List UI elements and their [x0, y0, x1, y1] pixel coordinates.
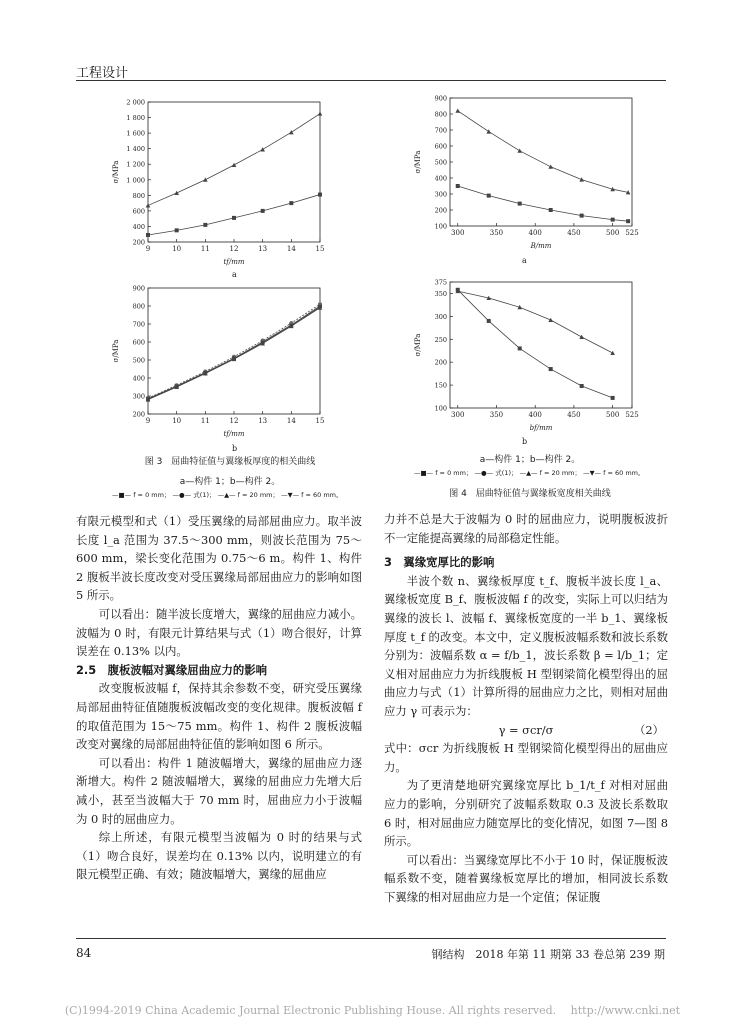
x-tick-label: 11	[200, 417, 210, 425]
series-line	[458, 111, 628, 193]
y-tick-label: 250	[434, 335, 447, 344]
y-axis-label: σ/MPa	[414, 333, 422, 357]
data-point	[175, 228, 179, 232]
equation-number: （2）	[633, 722, 664, 737]
x-tick-label: 450	[567, 411, 581, 419]
fig3b-chart	[110, 282, 330, 442]
y-tick-label: 350	[434, 289, 447, 298]
data-point	[580, 384, 584, 388]
x-tick-label: 350	[489, 229, 504, 237]
x-tick-label: 350	[489, 411, 504, 419]
paragraph: 可以看出：构件 1 随波幅增大，翼缘的屈曲应力逐渐增大。构件 2 随波幅增大，翼缘的屈曲应力先增大后减小，甚至当波幅大于 70 mm 时，屈曲应力小于波幅为 0 时的屈曲应力。	[76, 755, 362, 826]
x-axis-label: tf/mm	[223, 430, 245, 438]
paragraph: 可以看出：随半波长度增大，翼缘的屈曲应力减小。波幅为 0 时，有限元计算结果与式（1）吻合很好，计算误差在 0.13% 以内。	[76, 606, 362, 659]
y-tick-label: 600	[434, 142, 447, 151]
x-tick-label: 12	[229, 245, 239, 253]
plot-frame	[148, 102, 320, 242]
data-point	[626, 219, 630, 223]
series-line	[458, 291, 613, 353]
series-line	[458, 290, 613, 398]
y-tick-label: 500	[132, 356, 145, 365]
fig4-legend-item: —▲— f = 20 mm；	[519, 469, 581, 477]
y-tick-label: 700	[132, 320, 145, 329]
section-heading: 3 翼缘宽厚比的影响	[384, 555, 495, 570]
plot-frame	[450, 282, 632, 408]
y-axis-label: σ/MPa	[112, 160, 120, 184]
y-tick-label: 800	[132, 191, 145, 200]
y-tick-label: 200	[132, 238, 145, 247]
x-tick-label: 10	[172, 245, 182, 253]
left-column	[76, 512, 362, 884]
paragraph: 改变腹板波幅 f，保持其余参数不变，研究受压翼缘局部屈曲特征值随腹板波幅改变的变化规律。腹板波幅 f 的取值范围为 15～75 mm。构件 1、构件 2 腹板波幅改变对翼缘的局部屈曲特征值的影响如图 6 所示。	[76, 681, 362, 752]
fig3-legend	[112, 490, 343, 499]
y-tick-label: 100	[434, 222, 447, 231]
fig4-note: a—构件 1；b—构件 2。	[479, 455, 581, 465]
data-point	[487, 319, 491, 323]
section-heading: 2.5 腹板波幅对翼缘屈曲应力的影响	[76, 662, 268, 677]
x-tick-label: 300	[451, 229, 465, 237]
x-tick-label: 13	[258, 417, 268, 425]
fig4b-label: b	[522, 437, 528, 446]
fig3b-label: b	[232, 444, 238, 453]
data-point	[610, 351, 615, 355]
data-point	[146, 203, 151, 207]
data-point	[203, 223, 207, 227]
data-point	[289, 201, 293, 205]
data-point	[548, 318, 553, 322]
y-tick-label: 300	[434, 190, 447, 199]
data-point	[203, 177, 208, 181]
y-tick-label: 150	[434, 381, 447, 390]
paragraph: 综上所述，有限元模型当波幅为 0 时的结果与式（1）吻合良好，误差均在 0.13% 以内，说明建立的有限元模型正确、有效；随波幅增大，翼缘的屈曲应	[76, 830, 362, 882]
y-tick-label: 900	[132, 284, 145, 293]
x-tick-label: 9	[145, 417, 151, 425]
right-column	[384, 510, 668, 906]
x-tick-label: 14	[286, 245, 296, 253]
x-axis-label: B/mm	[530, 242, 552, 250]
footer-rule	[76, 938, 666, 939]
y-axis-label: σ/MPa	[112, 339, 120, 363]
series-line	[148, 114, 320, 206]
fig3-legend-item: —▼— f = 60 mm。	[281, 491, 343, 499]
data-point	[318, 193, 322, 197]
equation	[384, 721, 668, 740]
y-tick-label: 400	[132, 374, 145, 383]
y-tick-label: 300	[434, 312, 447, 321]
plot-frame	[148, 288, 320, 414]
x-tick-label: 525	[625, 229, 639, 237]
x-tick-label: 400	[528, 229, 542, 237]
data-point	[456, 288, 460, 292]
x-tick-label: 11	[200, 245, 210, 253]
journal-info: 钢结构 2018 年第 11 期第 33 卷总第 239 期	[431, 948, 665, 961]
data-point	[232, 216, 236, 220]
y-tick-label: 600	[132, 207, 145, 216]
fig4-legend-item: —●— 式(1)；	[474, 469, 518, 477]
data-point	[579, 177, 584, 181]
paragraph: 式中：σcr 为折线腹板 H 型钢梁简化模型得出的屈曲应力。	[384, 741, 668, 774]
data-point	[261, 209, 265, 213]
y-tick-label: 1 000	[126, 176, 145, 185]
y-tick-label: 2 000	[126, 98, 145, 107]
fig4-legend	[414, 468, 645, 477]
y-axis-label: σ/MPa	[414, 150, 422, 174]
copyright-watermark: (C)1994-2019 China Academic Journal Electronic Publishing House. All rights reserved. http://www.cnki.net	[64, 1004, 681, 1017]
y-tick-label: 200	[132, 410, 145, 419]
y-tick-label: 1 800	[126, 114, 145, 123]
y-tick-label: 200	[434, 358, 447, 367]
y-tick-label: 900	[434, 94, 447, 103]
data-point	[486, 129, 491, 133]
paragraph: 力并不总是大于波幅为 0 时的屈曲应力，说明腹板波折不一定能提高翼缘的局部稳定性能。	[384, 512, 668, 545]
data-point	[232, 163, 237, 167]
fig4-caption: 图 4 屈曲特征值与翼缘板宽度相关曲线	[449, 489, 611, 499]
x-tick-label: 450	[567, 229, 581, 237]
paragraph: 为了更清楚地研究翼缘宽厚比 b_1/t_f 对相对屈曲应力的影响，分别研究了波幅系数取 0.3 及波长系数取 6 时，相对屈曲应力随宽厚比的变化情况，如图 7—图 8 所示。	[384, 778, 668, 849]
data-point	[289, 130, 294, 134]
paragraph: 半波个数 n、翼缘板厚度 t_f、腹板半波长度 l_a、翼缘板宽度 B_f、腹板波幅 f 的改变，实际上可以归结为翼缘的波长 l、波幅 f、翼缘板宽度的一半 b_1、翼缘板厚度 t_f 的改变。本文中，定义腹板波幅系数和波长系数分别为：波幅系数 α = f/b_1，波长系数 β = l/b_1；定义相对屈曲应力为折线腹板 H 型钢梁简化模型得出的屈曲应力与式（1）计算所得的屈曲应力之比，则相对屈曲应力 γ 可表示为：	[384, 573, 668, 718]
fig3-legend-item: —■— f = 0 mm；	[112, 491, 171, 499]
x-axis-label: tf/mm	[223, 258, 245, 266]
header-rule	[76, 80, 666, 81]
y-tick-label: 400	[132, 222, 145, 231]
y-tick-label: 500	[434, 158, 447, 167]
y-tick-label: 800	[132, 302, 145, 311]
data-point	[611, 396, 615, 400]
series-line	[148, 304, 320, 398]
data-point	[456, 184, 460, 188]
x-axis-label: bf/mm	[529, 424, 553, 432]
fig4a-label: a	[522, 256, 527, 265]
data-point	[549, 208, 553, 212]
y-tick-label: 400	[434, 174, 447, 183]
x-tick-label: 14	[286, 417, 296, 425]
data-point	[455, 109, 460, 113]
fig3-legend-item: —●— 式(1)；	[172, 491, 216, 499]
data-point	[518, 202, 522, 206]
y-tick-label: 700	[434, 126, 447, 135]
y-tick-label: 600	[132, 338, 145, 347]
fig4-legend-item: —▼— f = 60 mm。	[583, 469, 645, 477]
x-tick-label: 15	[315, 245, 325, 253]
data-point	[146, 233, 150, 237]
y-tick-label: 1 600	[126, 129, 145, 138]
running-header: 工程设计	[76, 66, 129, 81]
equation-body: γ = σcr/σ	[498, 722, 554, 737]
x-tick-label: 10	[172, 417, 182, 425]
x-tick-label: 525	[625, 411, 639, 419]
data-point	[518, 346, 522, 350]
fig4b-chart	[412, 276, 642, 436]
fig4a-chart	[412, 92, 642, 254]
series-line	[148, 307, 320, 399]
fig3-caption: 图 3 屈曲特征值与翼缘板厚度的相关曲线	[144, 457, 316, 467]
data-point	[487, 194, 491, 198]
data-point	[580, 214, 584, 218]
x-tick-label: 12	[229, 417, 239, 425]
x-tick-label: 500	[605, 229, 620, 237]
fig3a-chart	[110, 96, 330, 270]
y-tick-label: 800	[434, 110, 447, 119]
series-line	[458, 186, 628, 221]
data-point	[611, 218, 615, 222]
y-tick-label: 100	[434, 404, 447, 413]
paragraph: 可以看出：当翼缘宽厚比不小于 10 时，保证腹板波幅系数不变，随着翼缘板宽厚比的增加，相同波长系数下翼缘的相对屈曲应力是一个定值；保证腹	[384, 852, 668, 904]
fig3-legend-item: —▲— f = 20 mm；	[217, 491, 279, 499]
series-line	[148, 306, 320, 399]
data-point	[318, 111, 323, 115]
x-tick-label: 9	[145, 245, 151, 253]
data-point	[579, 335, 584, 339]
page-number: 84	[76, 946, 92, 960]
y-tick-label: 200	[434, 206, 447, 215]
fig3-note: a—构件 1；b—构件 2。	[179, 477, 281, 487]
y-tick-label: 375	[434, 278, 447, 287]
x-tick-label: 300	[451, 411, 465, 419]
y-tick-label: 1 200	[126, 160, 145, 169]
x-tick-label: 400	[528, 411, 542, 419]
fig4-legend-item: —■— f = 0 mm；	[414, 469, 473, 477]
data-point	[260, 147, 265, 151]
y-tick-label: 1 400	[126, 145, 145, 154]
data-point	[549, 367, 553, 371]
x-tick-label: 13	[258, 245, 268, 253]
data-point	[174, 191, 179, 195]
series-line	[148, 195, 320, 235]
fig3a-label: a	[232, 270, 237, 279]
x-tick-label: 15	[315, 417, 325, 425]
paragraph: 有限元模型和式（1）受压翼缘的局部屈曲应力。取半波长度 l_a 范围为 37.5～300 mm，则波长范围为 75～600 mm，梁长变化范围为 0.75～6 m。构件 1、构件 2 腹板半波长度改变对受压翼缘局部屈曲应力的影响如图 5 所示。	[76, 514, 362, 603]
data-point	[517, 149, 522, 153]
data-point	[548, 165, 553, 169]
x-tick-label: 500	[605, 411, 620, 419]
y-tick-label: 300	[132, 392, 145, 401]
